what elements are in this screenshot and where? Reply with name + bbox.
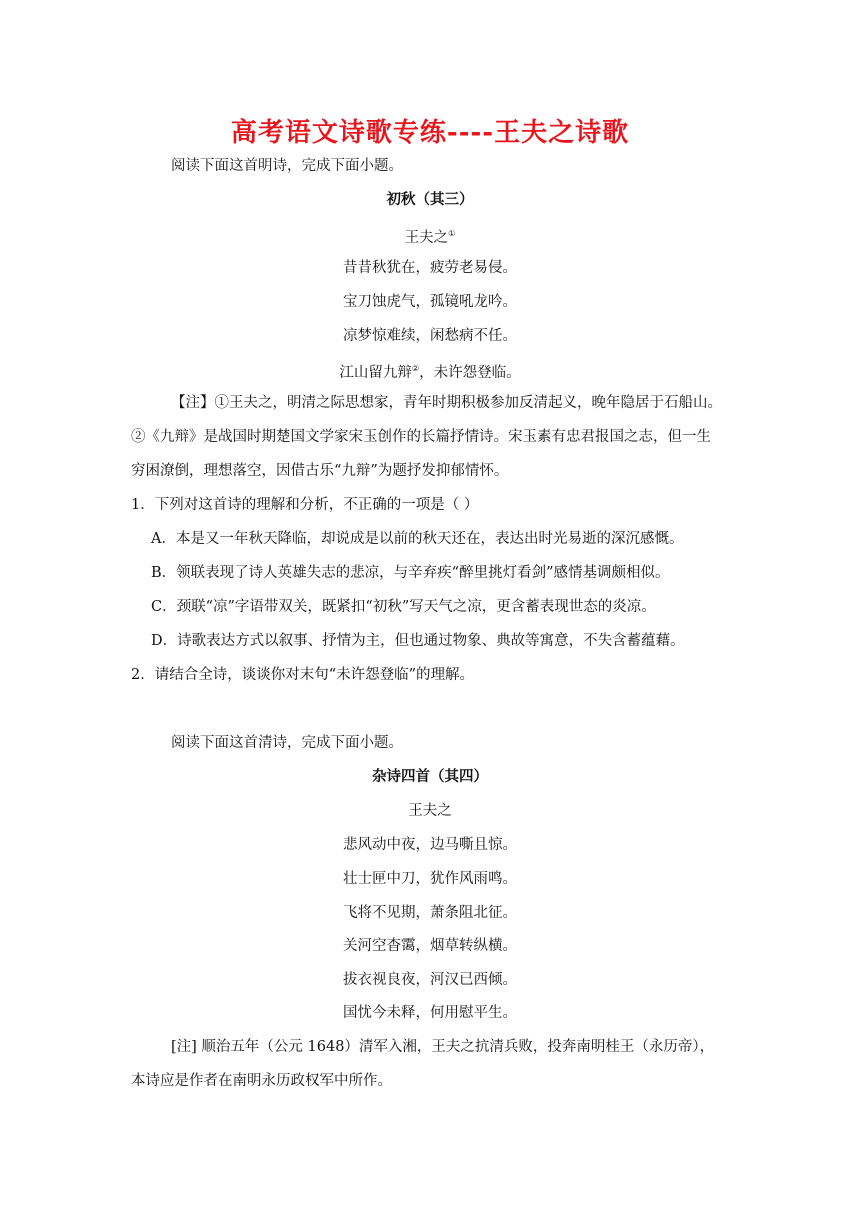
section1-poem-line: 宝刀蚀虎气，孤镜吼龙吟。	[343, 294, 517, 310]
section1-last-line-b: ，未许怨登临。	[419, 364, 521, 381]
section1-poem-line: 昔昔秋犹在，疲劳老易侵。	[343, 260, 517, 276]
section2-note: [注] 顺治五年（公元 1648）清军入湘，王夫之抗清兵败，投奔南明桂王（永历帝），	[171, 1039, 715, 1055]
document-title: 高考语文诗歌专练----王夫之诗歌	[230, 118, 630, 148]
section2-poem-line: 拔衣视良夜，河汉已西倾。	[343, 972, 517, 988]
section1-last-line-a: 江山留九辩	[339, 364, 412, 381]
section2-poem-title: 杂诗四首（其四）	[372, 768, 488, 785]
section2-poem-line: 悲风动中夜，边马嘶且惊。	[343, 837, 517, 853]
section1-note: ②《九辩》是战国时期楚国文学家宋玉创作的长篇抒情诗。宋玉素有忠君报国之志，但一生	[131, 429, 711, 445]
section2-poem-line: 关河空杳霭，烟草转纵横。	[343, 938, 517, 954]
section1-note: 穷困潦倒，理想落空，因借古乐“九辩”为题抒发抑郁情怀。	[131, 463, 509, 479]
section2-note: 本诗应是作者在南明永历政权军中所作。	[131, 1073, 392, 1089]
section1-note: 【注】①王夫之，明清之际思想家，青年时期积极参加反清起义，晚年隐居于石船山。	[171, 395, 722, 411]
section2-poem-line: 飞将不见期，萧条阻北征。	[343, 905, 517, 921]
question-1: 1．下列对这首诗的理解和分析，不正确的一项是（ ）	[131, 497, 479, 513]
section1-poem-line	[0, 359, 860, 383]
section2-poem-line: 国忧今未释，何用慰平生。	[343, 1005, 517, 1021]
section1-author-note-mark: ①	[448, 229, 456, 238]
section2-intro: 阅读下面这首清诗，完成下面小题。	[171, 735, 403, 751]
section2-author: 王夫之	[408, 803, 452, 819]
option-d: D．诗歌表达方式以叙事、抒情为主，但也通过物象、典故等寓意，不失含蓄蕴藉。	[151, 633, 685, 649]
section1-intro: 阅读下面这首明诗，完成下面小题。	[171, 158, 403, 174]
option-b: B．领联表现了诗人英雄失志的悲凉，与辛弃疾“醉里挑灯看剑”感情基调颇相似。	[151, 565, 670, 581]
section1-author-name: 王夫之	[404, 229, 449, 246]
section1-poem-title: 初秋（其三）	[386, 191, 474, 208]
section1-last-line-mark: ②	[411, 364, 420, 373]
section1-author	[0, 224, 860, 248]
option-a: A．本是又一年秋天降临，却说成是以前的秋天还在，表达出时光易逝的深沉感慨。	[151, 531, 684, 547]
section2-poem-line: 壮士匣中刀，犹作风雨鸣。	[343, 871, 517, 887]
section1-poem-line: 凉梦惊难续，闲愁病不任。	[343, 328, 517, 344]
question-2: 2．请结合全诗，谈谈你对末句“未许怨登临”的理解。	[131, 667, 475, 683]
option-c: C．颈联“凉”字语带双关，既紧扣“初秋”写天气之凉，更含蓄表现世态的炎凉。	[151, 599, 656, 615]
